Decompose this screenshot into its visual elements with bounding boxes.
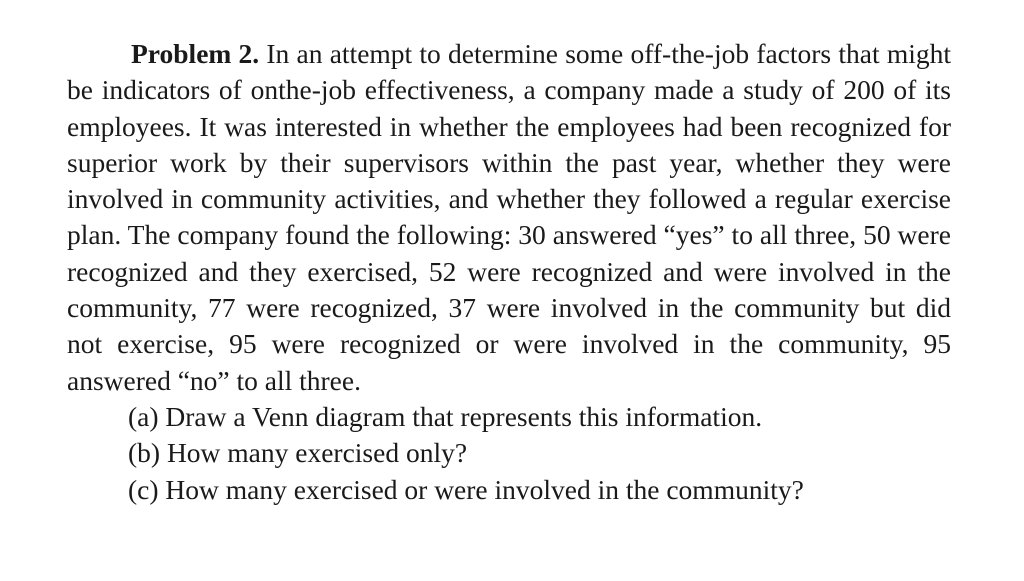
document-page (67, 36, 951, 508)
problem-statement (67, 36, 951, 399)
question-parts (67, 399, 951, 508)
problem-heading: Problem 2. (131, 38, 260, 69)
question-part-c: (c) How many exercised or were involved in the community? (128, 473, 804, 505)
question-part-b: (b) How many exercised only? (128, 437, 468, 469)
problem-body: In an attempt to determine some off-the-job factors that might be indicators of onthe-job effectiveness, a company made a study of 200 of its employees. It was interested in whether the employees had been recognized for superior work by their supervisors within the past year, whether they were involved in community activities, and whether they followed a regular exercise plan. The company found the following: 30 answered “yes” to all three, 50 were recognized and they exercised, 52 were recognized and were involved in the community, 77 were recognized, 37 were involved in the community but did not exercise, 95 were recognized or were involved in the community, 95 answered “no” to all three. (67, 38, 951, 396)
question-part-a: (a) Draw a Venn diagram that represents this information. (128, 400, 763, 432)
